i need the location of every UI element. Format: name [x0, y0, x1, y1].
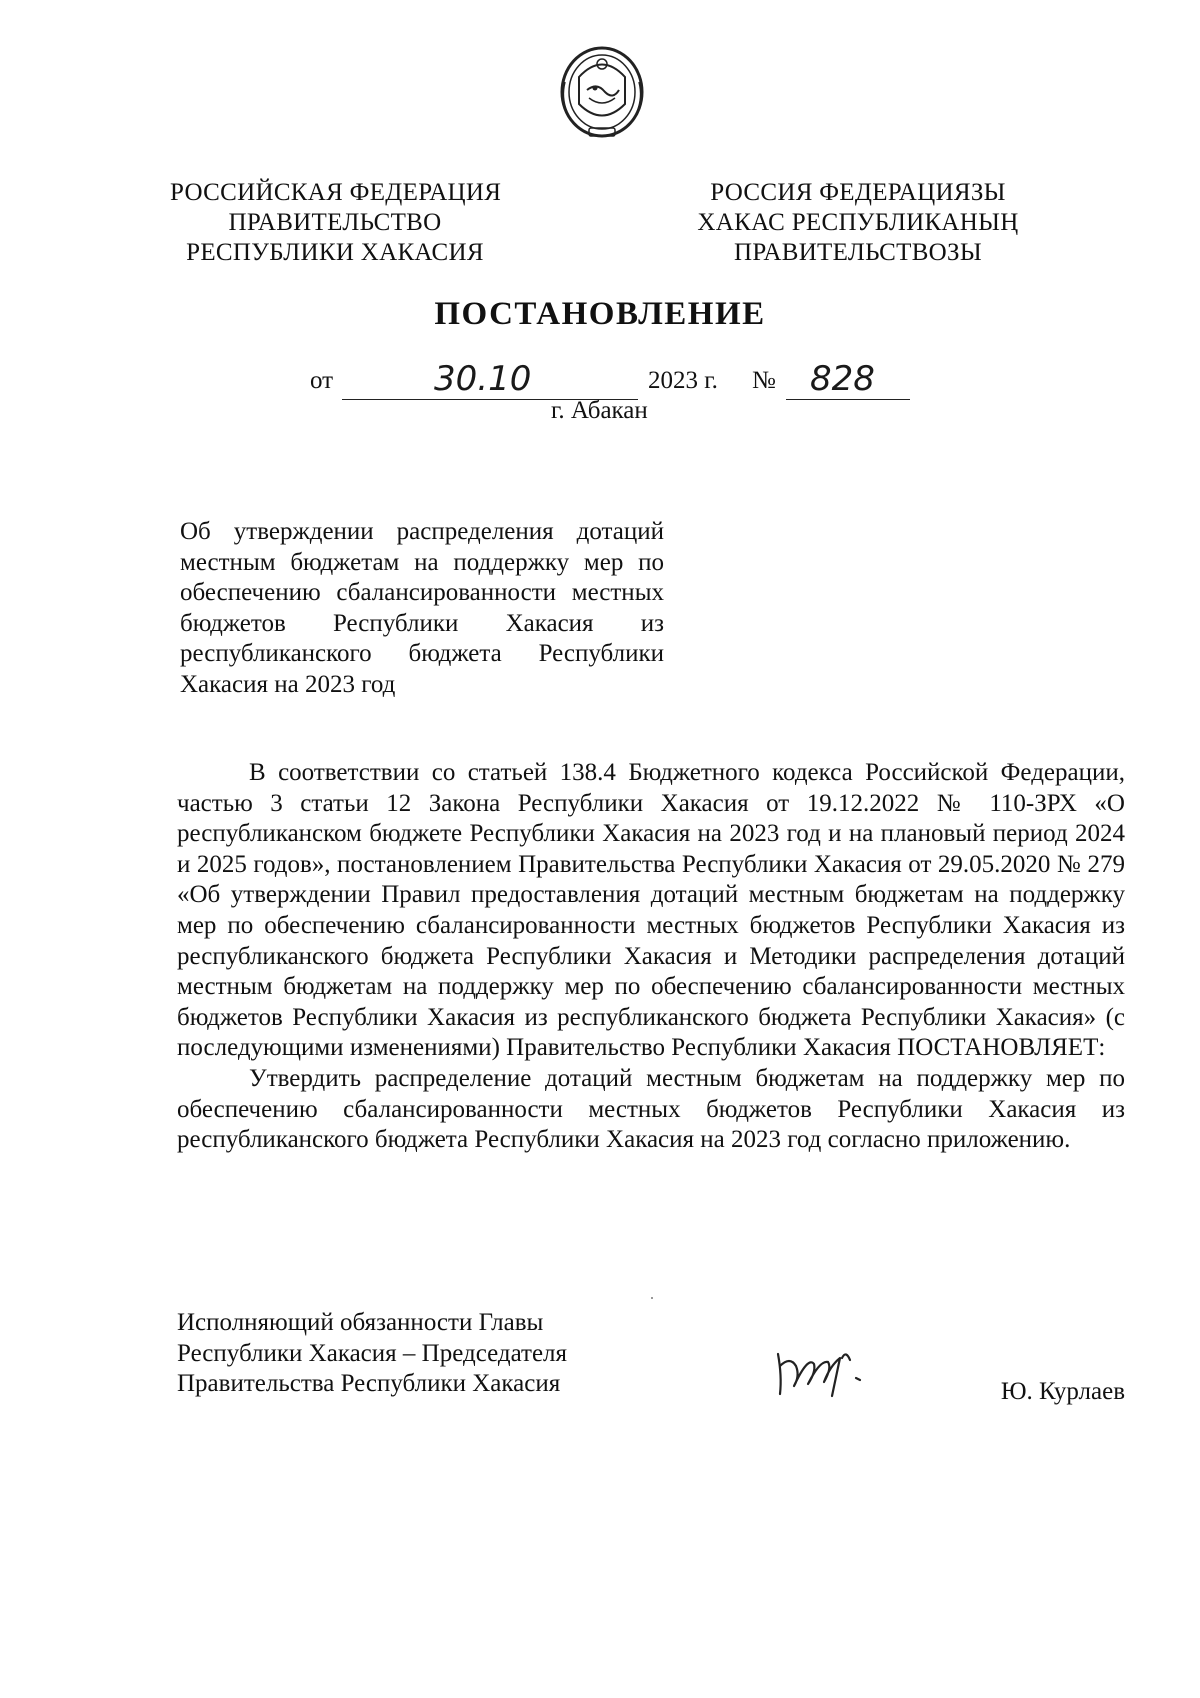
number-handwritten: 828	[810, 359, 875, 399]
document-body	[177, 758, 1125, 1156]
body-paragraph: В соответствии со статьей 138.4 Бюджетного кодекса Российской Федерации, частью 3 статьи 12 Закона Республики Хакасия от 19.12.2022 № 110-ЗРХ «О республиканском бюджете Республики Хакасия на 2023 год и на плановый период 2024 и 2025 годов», постановлением Правительства Республики Хакасия от 29.05.2020 № 279 «Об утверждении Правил предоставления дотаций местным бюджетам на поддержку мер по обеспечению сбалансированности местных бюджетов Республики Хакасия из республиканского бюджета Республики Хакасия и Методики распределения дотаций местным бюджетам на поддержку мер по обеспечению сбалансированности местных бюджетов Республики Хакасия из республиканского бюджета Республики Хакасия» (с последующими изменениями) Правительство Республики Хакасия ПОСТАНОВЛЯЕТ:	[177, 759, 1125, 1062]
signer-position-line: Исполняющий обязанности Главы	[177, 1309, 544, 1336]
header-ru-line: РОССИЙСКАЯ ФЕДЕРАЦИЯ	[170, 179, 502, 206]
body-paragraph: Утвердить распределение дотаций местным бюджетам на поддержку мер по обеспечению сбалансированности местных бюджетов Республики Хакасия из республиканского бюджета Республики Хакасия на 2023 год согласно приложению.	[177, 1064, 1125, 1154]
number-underline	[786, 399, 910, 400]
header-kjh-line: ХАКАС РЕСПУБЛИКАНЫҢ	[697, 209, 1019, 236]
signer-position	[177, 1308, 567, 1400]
year-label: 2023 г.	[648, 367, 718, 394]
city: г. Абакан	[551, 397, 648, 424]
number-prefix: №	[752, 367, 776, 394]
signer-name: Ю. Курлаев	[1000, 1378, 1125, 1405]
signature-icon	[768, 1336, 878, 1406]
header-kjh	[688, 178, 1028, 268]
signer-position-line: Республики Хакасия – Председателя	[177, 1339, 568, 1367]
date-prefix: от	[310, 367, 334, 394]
header-ru-line: ПРАВИТЕЛЬСТВО	[228, 209, 442, 236]
signer-position-line: Правительства Республики Хакасия	[177, 1370, 561, 1398]
scan-speck	[651, 1297, 653, 1299]
header-ru-line: РЕСПУБЛИКИ ХАКАСИЯ	[186, 239, 484, 266]
header-kjh-line: РОССИЯ ФЕДЕРАЦИЯЗЫ	[710, 179, 1006, 206]
khakassia-coat-of-arms-icon	[557, 42, 647, 142]
document-type: ПОСТАНОВЛЕНИЕ	[434, 296, 766, 332]
date-handwritten: 30.10	[434, 359, 532, 399]
header-kjh-line: ПРАВИТЕЛЬСТВОЗЫ	[734, 239, 982, 266]
header-ru	[170, 178, 500, 268]
document-title: Об утверждении распределения дотаций местным бюджетам на поддержку мер по обеспечению сбалансированности местных бюджетов Республики Хакасия из республиканского бюджета Республики Хакасия на 2023 год	[180, 518, 664, 698]
